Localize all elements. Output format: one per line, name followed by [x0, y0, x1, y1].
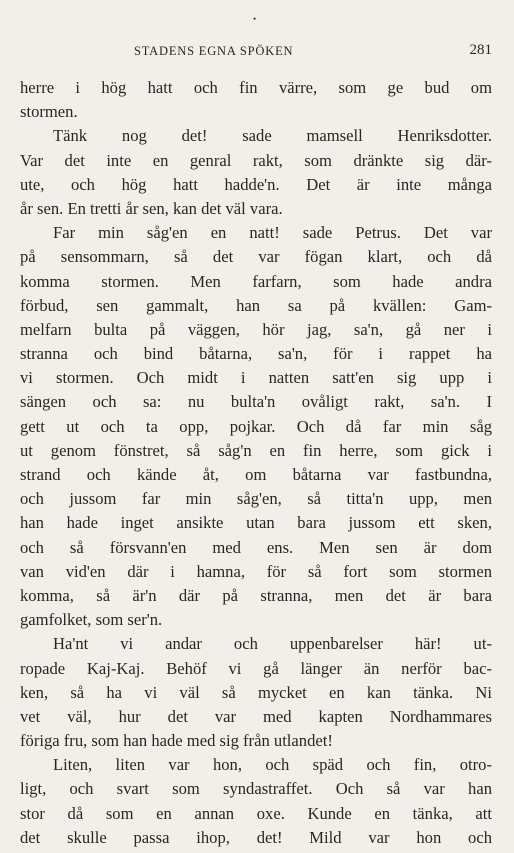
text-line: på sensommarn, så det var fögan klart, och då: [20, 247, 492, 267]
running-head: STADENS EGNA SPÖKEN: [134, 44, 294, 58]
body-text: [20, 76, 492, 850]
text-line: ropade Kaj-Kaj. Behöf vi gå länger än nerför bac-: [20, 658, 492, 678]
text-line: vi stormen. Och midt i natten satt'en sig upp i: [20, 368, 492, 388]
text-line: sängen och sa: nu bulta'n ovåligt rakt, sa'n. I: [20, 392, 492, 412]
text-line: ken, så ha vi väl så mycket en kan tänka. Ni: [20, 682, 492, 702]
text-line: föriga fru, som han hade med sig från utlandet!: [20, 731, 333, 751]
text-line: det skulle passa ihop, det! Mild var hon och: [20, 827, 492, 847]
text-line: van vid'en där i hamna, för så fort som stormen: [20, 561, 492, 581]
text-line: och så försvann'en med ens. Men sen är dom: [20, 537, 492, 557]
text-line: förbud, sen gammalt, han sa på kvällen: Gam-: [20, 295, 492, 315]
text-line: gett ut och ta opp, pojkar. Och då far min såg: [20, 416, 492, 436]
text-line: ligt, och svart som syndastraffet. Och så var han: [20, 779, 492, 799]
text-line: gamfolket, som ser'n.: [20, 610, 163, 630]
text-line: ute, och hög hatt hadde'n. Det är inte många: [20, 174, 492, 194]
text-line: Far min såg'en en natt! sade Petrus. Det var: [53, 223, 492, 243]
text-line: och jussom far min såg'en, så titta'n upp, men: [20, 489, 492, 509]
page-number: 281: [469, 42, 492, 58]
text-line: år sen. En tretti år sen, kan det väl vara.: [20, 198, 283, 218]
page-header: [20, 44, 492, 64]
text-line: stranna och bind båtarna, sa'n, för i rappet ha: [20, 344, 492, 364]
text-line: Ha'nt vi andar och uppenbarelser här! ut-: [53, 634, 492, 654]
text-line: vet väl, hur det var med kapten Nordhammares: [20, 706, 492, 726]
text-line: Liten, liten var hon, och späd och fin, otro-: [53, 755, 492, 775]
text-line: Var det inte en genral rakt, som dränkte sig där-: [20, 150, 492, 170]
text-line: komma, så är'n där på stranna, men det är bara: [20, 585, 492, 605]
text-line: han hade inget ansikte utan bara jussom ett sken,: [20, 513, 492, 533]
text-line: herre i hög hatt och fin värre, som ge bud om: [20, 78, 492, 97]
text-line: komma stormen. Men farfarn, som hade andra: [20, 271, 492, 291]
text-line: strand och kände åt, om båtarna var fastbundna,: [20, 465, 492, 484]
text-line: ut genom fönstret, så såg'n en fin herre, som gick i: [20, 440, 492, 460]
printer-mark: •: [253, 14, 257, 24]
text-line: stor då som en annan oxe. Kunde en tänka, att: [20, 803, 492, 823]
text-line: melfarn bulta på väggen, hör jag, sa'n, gå ner i: [20, 319, 492, 339]
text-line: stormen.: [20, 102, 78, 122]
text-line: Tänk nog det! sade mamsell Henriksdotter.: [53, 126, 492, 146]
